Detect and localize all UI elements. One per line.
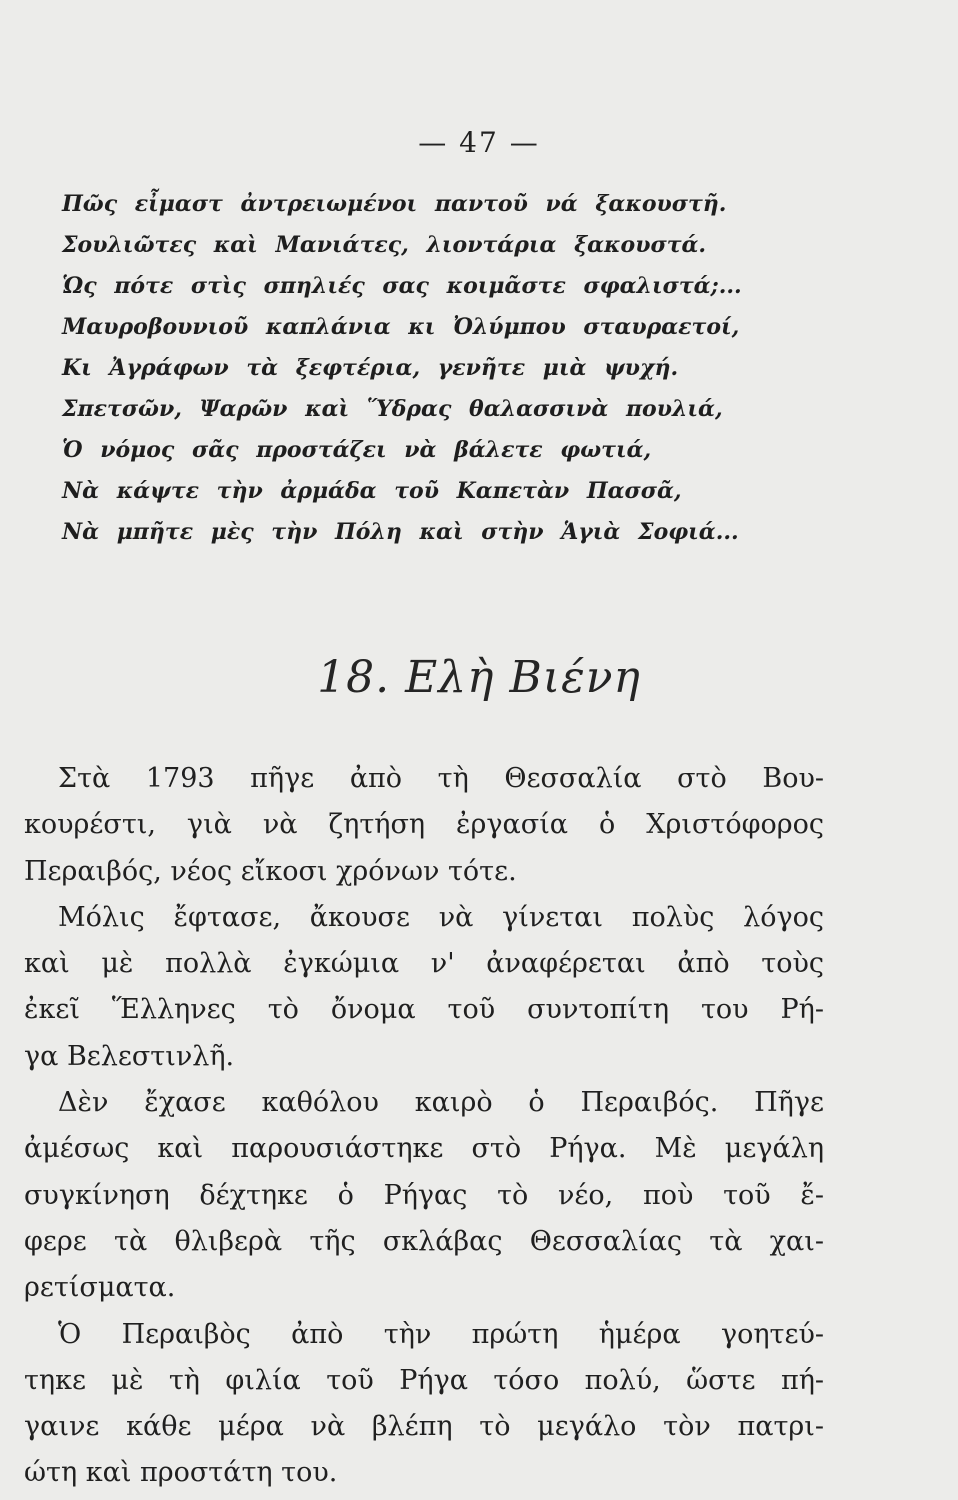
prose-line: ἐκεῖ Ἕλληνες τὸ ὄνομα τοῦ συντοπίτη του Ρή- xyxy=(24,994,824,1026)
prose-line: φερε τὰ θλιβερὰ τῆς σκλάβας Θεσσαλίας τὰ χαι- xyxy=(24,1225,824,1257)
prose-body xyxy=(24,756,824,1497)
page-number: — 47 — xyxy=(418,126,540,159)
prose-line: καὶ μὲ πολλὰ ἐγκώμια ν' ἀναφέρεται ἀπὸ τοὺς xyxy=(24,948,824,980)
poem xyxy=(62,184,822,553)
poem-line: Σουλιῶτες καὶ Μανιάτες, λιοντάρια ξακουστά. xyxy=(62,232,707,258)
prose-line: κουρέστι, γιὰ νὰ ζητήση ἐργασία ὁ Χριστόφορος xyxy=(24,809,824,841)
prose-line: γα Βελεστινλῆ. xyxy=(24,1040,235,1072)
prose-line: Μόλις ἔφτασε, ἄκουσε νὰ γίνεται πολὺς λόγος xyxy=(58,901,824,933)
prose-line: ώτη καὶ προστάτη του. xyxy=(24,1457,338,1489)
poem-line: Ὡς πότε στὶς σπηλιές σας κοιμᾶστε σφαλιστά;... xyxy=(62,273,742,299)
poem-line: Ὁ νόμος σᾶς προστάζει νὰ βάλετε φωτιά, xyxy=(62,437,652,463)
poem-line: Νὰ κάψτε τὴν ἀρμάδα τοῦ Καπετὰν Πασσᾶ, xyxy=(62,478,682,504)
prose-line: Περαιβός, νέος εἴκοσι χρόνων τότε. xyxy=(24,855,517,887)
poem-line: Κι Ἀγράφων τὰ ξεφτέρια, γενῆτε μιὰ ψυχή. xyxy=(62,355,679,381)
prose-line: Δὲν ἔχασε καθόλου καιρὸ ὁ Περαιβός. Πῆγε xyxy=(58,1087,824,1119)
prose-line: ἀμέσως καὶ παρουσιάστηκε στὸ Ρήγα. Μὲ μεγάλη xyxy=(24,1133,824,1165)
poem-line: Πῶς εἶμαστ ἀντρειωμένοι παντοῦ νά ξακουστῆ. xyxy=(62,191,727,217)
prose-line: τηκε μὲ τὴ φιλία τοῦ Ρήγα τόσο πολύ, ὥστε πή- xyxy=(24,1364,824,1396)
poem-line: Νὰ μπῆτε μὲς τὴν Πόλη καὶ στὴν Ἁγιὰ Σοφιά... xyxy=(62,519,739,545)
prose-line: γαινε κάθε μέρα νὰ βλέπη τὸ μεγάλο τὸν πατρι- xyxy=(24,1411,824,1443)
prose-line: συγκίνηση δέχτηκε ὁ Ρήγας τὸ νέο, ποὺ τοῦ ἔ- xyxy=(24,1179,824,1211)
chapter-title: 18. Ελὴ Βιένη xyxy=(317,652,641,703)
poem-line: Μαυροβουνιοῦ καπλάνια κι Ὀλύμπου σταυραετοί, xyxy=(62,314,740,340)
poem-line: Σπετσῶν, Ψαρῶν καὶ Ὕδρας θαλασσινὰ πουλιά, xyxy=(62,396,723,422)
prose-line: Ὁ Περαιβὸς ἀπὸ τὴν πρώτη ἡμέρα γοητεύ- xyxy=(58,1318,824,1350)
prose-line: ρετίσματα. xyxy=(24,1272,176,1304)
prose-line: Στὰ 1793 πῆγε ἀπὸ τὴ Θεσσαλία στὸ Βου- xyxy=(58,763,824,794)
